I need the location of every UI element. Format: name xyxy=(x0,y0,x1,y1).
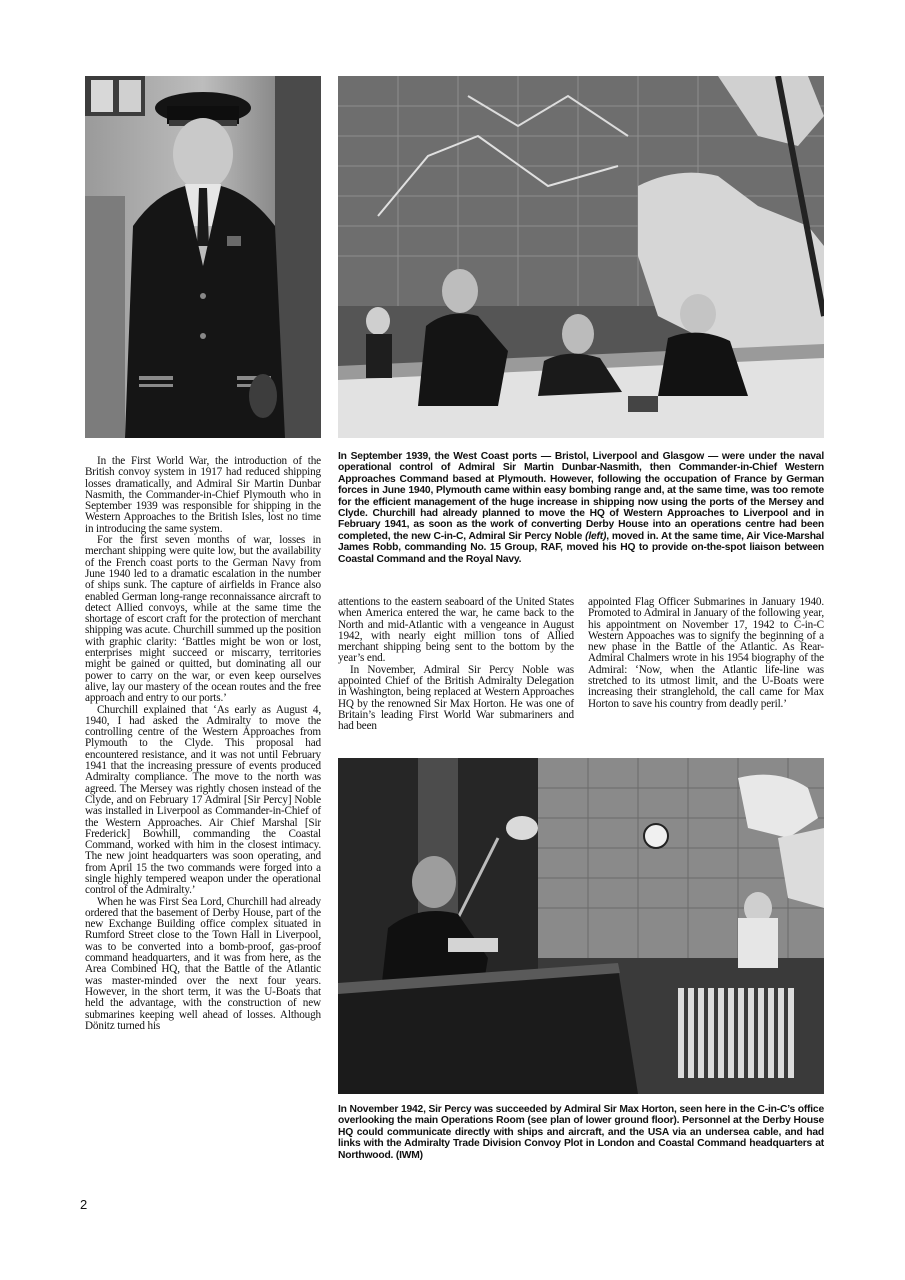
body-column-2 xyxy=(338,597,574,733)
column3-paragraph: appointed Flag Officer Submarines in January 1940. Promoted to Admiral in January of the following year, his appointment on November 17, 1942 to C-in-C Western Appoaches was to signify the beginning of a new phase in the Battle of the Atlantic. As Rear-Admiral Chalmers wrote in his 1954 biography of the Admiral: ‘Now, when the Atlantic life-line was stretched to its utmost limit, and the U-Boats were increasing their stranglehold, the call came for Max Horton to save his country from deadly peril.’ xyxy=(588,596,824,710)
body-column-1 xyxy=(85,456,321,1032)
horton-office-photo xyxy=(338,758,824,1094)
column2-paragraph: attentions to the eastern seaboard of the United States when America entered the war, he came back to the North and mid-Atlantic with a vengeance in August 1942, with nearly eight million tons of Allied merchant shipping being sent to the bottom by the year’s end. xyxy=(338,596,574,665)
body-column-3 xyxy=(588,597,824,710)
top-caption-main: In September 1939, the West Coast ports — Bristol, Liverpool and Glasgow — were under the naval operational control of Admiral Sir Martin Dunbar-Nasmith, then Commander-in-Chief Western Approaches Command based at Plymouth. However, following the occupation of France by German forces in June 1940, Plymouth came within easy bombing range and, at the same time, was too remote for the efficient management of the huge increase in shipping now using the ports of the Mersey and Clyde. Churchill had already planned to move the HQ of Western Approaches to Liverpool and in February 1941, as soon as the work of converting Derby House into an operations centre had been completed, the new C-in-C, Admiral Sir Percy Noble xyxy=(338,451,824,542)
column1-paragraph: Churchill explained that ‘As early as August 4, 1940, I had asked the Admiralty to move the controlling centre of the Western Approaches from Plymouth to the Clyde. This proposal had encountered resistance, and it was not until February 1941 that the increasing pressure of events produced Admiralty compliance. The move to the north was agreed. The Mersey was rightly chosen instead of the Clyde, and on February 17 Admiral [Sir Percy] Noble was installed in Liverpool as Commander-in-Chief of the Western Approaches. Air Chief Marshal [Sir Frederick] Bowhill, commanding the Coastal Command, worked with him in the closest intimacy. The new joint headquarters was soon operating, and from April 15 the two commands were forged into a single highly tempered weapon under the operational control of the Admiralty.’ xyxy=(85,703,321,897)
operations-room-map-photo xyxy=(338,76,824,438)
top-caption-end: , moved in. At the same time, Air Vice-Marshal James Robb, commanding No. 15 Group, RAF, moved his HQ to provide on-the-spot liaison between Coastal Command and the Royal Navy. xyxy=(338,530,824,565)
column1-paragraph: When he was First Sea Lord, Churchill had already ordered that the basement of Derby House, part of the new Exchange Building office complex situated in Rumford Street close to the Town Hall in Liverpool, was to be converted into a bomb-proof, gas-proof command headquarters, and it was from here, as the Area Combined HQ, that the Battle of the Atlantic was master-minded over the next four years. However, in the short term, it was the U-Boats that held the advantage, with the construction of new submarines keeping well ahead of losses. Although Dönitz turned his xyxy=(85,895,321,1032)
top-photo-caption xyxy=(338,451,824,565)
admiral-portrait-photo xyxy=(85,76,321,438)
bottom-photo-caption: In November 1942, Sir Percy was succeeded by Admiral Sir Max Horton, seen here in the C-in-C’s office overlooking the main Operations Room (see plan of lower ground floor). Personnel at the Derby House HQ could communicate directly with ships and aircraft, and the USA via an undersea cable, and had links with the Admiralty Trade Division Convoy Plot in London and Coastal Command headquarters at Northwood. (IWM) xyxy=(338,1104,824,1161)
top-caption-italic: (left) xyxy=(585,530,607,542)
column1-paragraph: For the first seven months of war, losses in merchant shipping were quite low, but the availability of the French coast ports to the German Navy from June 1940 led to a dramatic escalation in the number of ships sunk. The capture of airfields in France also enabled German long-range reconnaissance aircraft to detect Allied convoys, while at the same time the shortage of escort craft for the protection of merchant shipping was acute. Churchill summed up the position with graphic clarity: ‘Battles might be won or lost, enterprises might succeed or miscarry, territories might be gained or quitted, but dominating all our power to carry on the war, or even keep ourselves alive, lay our mastery of the ocean routes and the free approach and entry to our ports.’ xyxy=(85,534,321,705)
column2-paragraph: In November, Admiral Sir Percy Noble was appointed Chief of the British Admiralty Delegation in Washington, being replaced at Western Approaches HQ by the renowned Sir Max Horton. He was one of Britain’s leading First World War submariners and had been xyxy=(338,663,574,733)
column1-paragraph: In the First World War, the introduction of the British convoy system in 1917 had reduced shipping losses dramatically, and Admiral Sir Martin Dunbar Nasmith, the Commander-in-Chief Plymouth who in September 1939 was responsible for shipping in the Western Approaches to the British Isles, lost no time in introducing the same system. xyxy=(85,455,321,535)
page-number: 2 xyxy=(80,1197,88,1212)
